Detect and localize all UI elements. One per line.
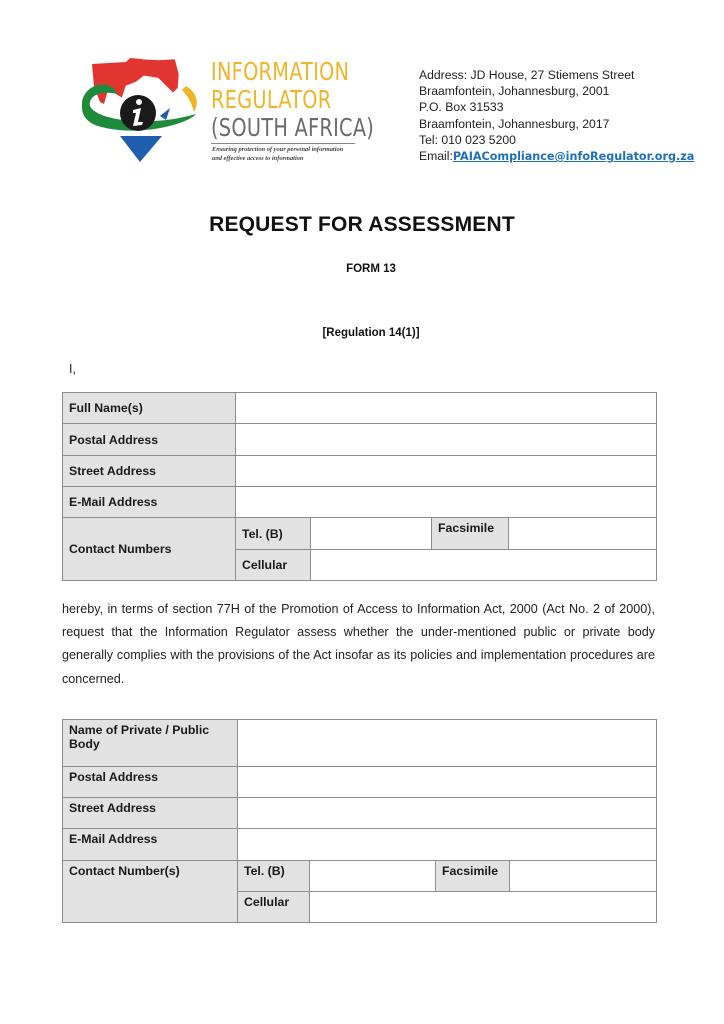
body-name-label: Name of Private / Public Body — [63, 720, 238, 767]
street-address-label: Street Address — [63, 456, 236, 487]
logo-line-2: REGULATOR — [211, 85, 332, 114]
postal-address-field[interactable] — [236, 424, 657, 456]
logo-divider — [211, 143, 355, 144]
requester-details-table — [62, 392, 657, 581]
address-tel: Tel: 010 023 5200 — [419, 132, 516, 147]
row-body-postal-address — [63, 767, 657, 798]
row-body-email-address — [63, 829, 657, 861]
regulation-reference: [Regulation 14(1)] — [322, 327, 420, 339]
tel-b-label: Tel. (B) — [236, 518, 311, 550]
postal-address-label: Postal Address — [63, 424, 236, 456]
body-name-field[interactable] — [238, 720, 657, 767]
email-link[interactable]: PAIACompliance@infoRegulator.org.za — [452, 150, 695, 164]
logo-line-3: (SOUTH AFRICA) — [211, 113, 375, 142]
body-tel-b-label: Tel. (B) — [238, 861, 310, 892]
facsimile-field[interactable] — [509, 518, 657, 550]
body-facsimile-label: Facsimile — [436, 861, 510, 892]
contact-numbers-label: Contact Numbers — [63, 518, 236, 581]
body-street-address-field[interactable] — [238, 798, 657, 829]
logo-line-1: INFORMATION — [211, 57, 350, 86]
logo-tagline — [212, 146, 343, 163]
address-email-row — [419, 148, 694, 165]
cellular-label: Cellular — [236, 550, 311, 581]
facsimile-label: Facsimile — [432, 518, 509, 550]
request-statement: hereby, in terms of section 77H of the Promotion of Access to Information Act, 2000 (Act No. 2 of 2000), request that the Information Regulator assess whether the under-mentioned public or private body generally complies with the provisions of the Act insofar as its policies and implementation procedures are concerned. — [62, 602, 655, 686]
row-body-street-address — [63, 798, 657, 829]
body-cellular-label: Cellular — [238, 892, 310, 923]
row-email-address — [63, 487, 657, 518]
row-body-tel — [63, 861, 657, 892]
information-regulator-logo-icon — [78, 56, 206, 166]
form-number: FORM 13 — [346, 263, 396, 275]
body-email-address-field[interactable] — [238, 829, 657, 861]
body-contact-numbers-label: Contact Number(s) — [63, 861, 238, 923]
body-facsimile-field[interactable] — [510, 861, 657, 892]
body-postal-address-label: Postal Address — [63, 767, 238, 798]
row-postal-address — [63, 424, 657, 456]
page-title: REQUEST FOR ASSESSMENT — [209, 213, 515, 236]
body-tel-b-field[interactable] — [310, 861, 436, 892]
street-address-field[interactable] — [236, 456, 657, 487]
row-full-name — [63, 393, 657, 424]
address-line-1: Address: JD House, 27 Stiemens Street — [419, 68, 635, 82]
body-postal-address-field[interactable] — [238, 767, 657, 798]
logo-tagline-line-2: and effective access to information — [212, 154, 304, 162]
email-address-field[interactable] — [236, 487, 657, 518]
body-details-table — [62, 719, 657, 923]
row-street-address — [63, 456, 657, 487]
body-email-address-label: E-Mail Address — [63, 829, 238, 861]
logo-yellow-swoosh — [182, 86, 197, 112]
contact-address-block — [419, 67, 694, 165]
body-cellular-field[interactable] — [310, 892, 657, 923]
logo-blue-triangle — [120, 136, 162, 162]
intro-text: I, — [69, 362, 76, 376]
address-line-2: Braamfontein, Johannesburg, 2001 — [419, 84, 610, 99]
row-body-name — [63, 720, 657, 767]
body-street-address-label: Street Address — [63, 798, 238, 829]
address-line-4: Braamfontein, Johannesburg, 2017 — [419, 116, 610, 131]
email-label: Email: — [419, 149, 453, 164]
row-tel — [63, 518, 657, 550]
full-name-label: Full Name(s) — [63, 393, 236, 424]
tel-b-field[interactable] — [311, 518, 432, 550]
logo-wordmark — [211, 57, 375, 142]
cellular-field[interactable] — [311, 550, 657, 581]
email-address-label: E-Mail Address — [63, 487, 236, 518]
full-name-field[interactable] — [236, 393, 657, 424]
logo-tagline-line-1: Ensuring protection of your personal information — [212, 146, 344, 153]
address-line-3: P.O. Box 31533 — [419, 100, 504, 115]
